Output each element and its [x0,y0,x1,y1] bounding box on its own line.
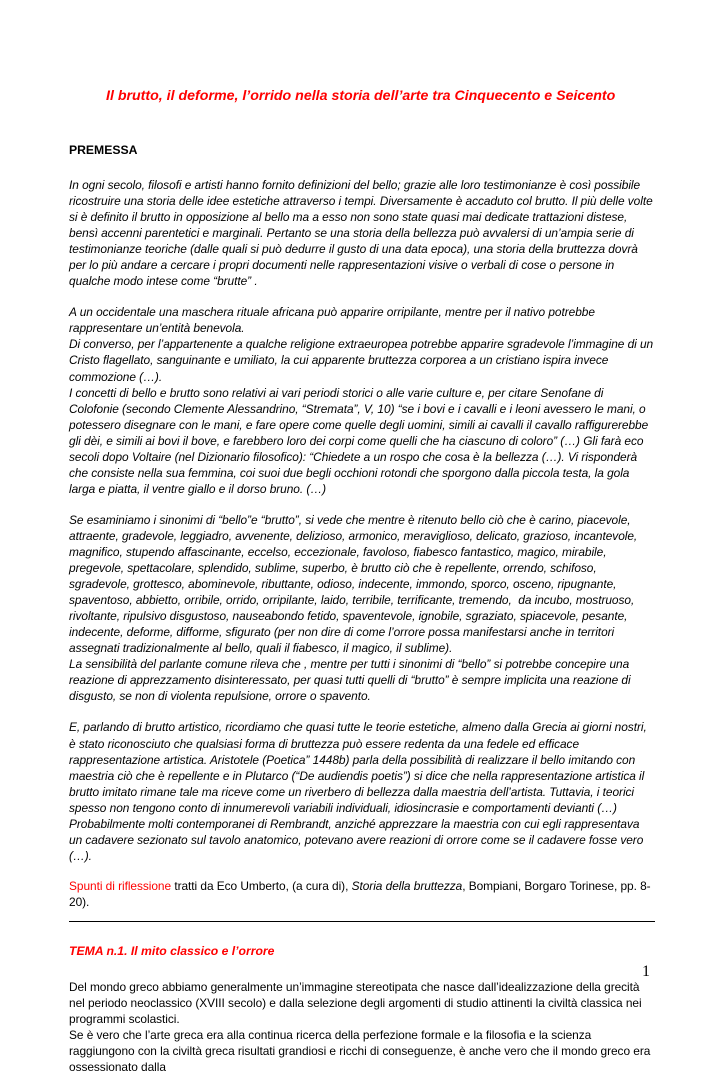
source-text-after: , Bompiani, Borgaro Torinese, pp. 8-20). [69,878,651,909]
document-page [69,86,655,1075]
premessa-heading: PREMESSA [69,143,138,157]
premessa-paragraph: Di converso, per l’appartenente a qualche religione extraeuropea potrebbe apparire sgradevole l’immagine di un Cristo flagellato, sanguinante e umiliato, la cui apparente bruttezza corporea a un cristiano ispira invece commozione (…). [69,337,654,384]
premessa-paragraph: La sensibilità del parlante comune rileva che , mentre per tutti i sinonimi di “bello” si potrebbe concepire una reazione di apprezzamento disinteressato, per quasi tutti quelli di “brutto” è sempre implicita una reazione di disgusto, se non di violenta repulsione, orrore o spavento. [69,657,631,704]
premessa-paragraph: In ogni secolo, filosofi e artisti hanno fornito definizioni del bello; grazie alle loro testimonianze è così possibile ricostruire una storia delle idee estetiche attraverso i tempi. Diversamente è accaduto col brutto. Il più delle volte si è definito il brutto in opposizione al bello ma a esso non sono state quasi mai dedicate trattazioni distese, bensì accenni parentetici e marginali. Pertanto se una storia della bellezza può avvalersi di un’ampia serie di testimonianze teoriche (dalle quali si può dedurre il gusto di una data epoca), una storia della bruttezza dovrà per lo più andare a cercare i propri documenti nelle rappresentazioni visive o verbali di cose o persone in qualche modo intese come “brutte” . [69,178,653,289]
document-title: Il brutto, il deforme, l’orrido nella storia dell’arte tra Cinquecento e Seicento [106,88,616,104]
tema-heading: TEMA n.1. Il mito classico e l’orrore [69,943,275,958]
premessa-paragraph: E, parlando di brutto artistico, ricordiamo che quasi tutte le teorie estetiche, almeno dalla Grecia ai giorni nostri, è stato riconosciuto che qualsiasi forma di bruttezza può essere redenta da una fedele ed efficace rappresentazione artistica. Aristotele (Poetica” 1448b) parla della possibilità di realizzare il bello imitando con maestria ciò che è repellente e in Plutarco (“De audiendis poetis”) si dice che nella rappresentazione artistica il brutto imitato rimane tale ma riceve come un riverbero di bellezza dalla maestria dell’artista. Tuttavia, i teorici spesso non tengono conto di innumerevoli variabili individuali, idiosincrasie e comportamenti devianti (…) Probabilmente molti contemporanei di Rembrandt, anziché apprezzare la maestria con cui egli rappresentava un cadavere sezionato sul tavolo anatomico, potevano avere reazioni di orrore come se il cadavere fosse vero (…). [69,720,647,863]
source-lead: Spunti di riflessione [69,878,172,893]
section-divider [69,921,655,922]
source-book-title: Storia della bruttezza [351,878,463,893]
source-text-before: tratti da Eco Umberto, (a cura di), [171,878,352,893]
tema-paragraph: Se è vero che l’arte greca era alla continua ricerca della perfezione formale e la filosofia e la scienza raggiungono con la civiltà greca risultati grandiosi e ricchi di conseguenze, è anche vero che il mondo greco era ossessionato dalla [69,1028,651,1075]
page-number: 1 [642,963,650,980]
premessa-paragraph: I concetti di bello e brutto sono relativi ai vari periodi storici o alle varie culture e, per citare Senofane di Colofonie (secondo Clemente Alessandrino, “Stremata”, V, 10) “se i bovi e i cavalli e i leoni avessero le mani, o potessero disegnare con le mani, e fare opere come quelle degli uomini, simili ai cavalli il cavallo raffigurerebbe gli dèi, e simili ai bovi il bove, e farebbero loro dei corpi come quelli che ha ciascuno di coloro” (…) Gli farà eco secoli dopo Voltaire (nel Dizionario filosofico): “Chiedete a un rospo che cosa è la bellezza (…). Vi risponderà che consiste nella sua femmina, coi suoi due begli occhioni rotondi che sporgono dalla piccola testa, la gola larga e piatta, il ventre giallo e il dorso bruno. (…) [69,385,649,496]
source-citation [69,878,655,910]
premessa-paragraph: A un occidentale una maschera rituale africana può apparire orripilante, mentre per il nativo potrebbe rappresentare un’entità benevola. [69,305,595,336]
tema-paragraph: Del mondo greco abbiamo generalmente un’immagine stereotipata che nasce dall’idealizzazione della grecità nel periodo neoclassico (XVIII secolo) e dalla selezione degli argomenti di studio attinenti la civiltà classica nei programmi scolastici. [69,979,642,1027]
premessa-paragraph: Se esaminiamo i sinonimi di “bello”e “brutto”, si vede che mentre è ritenuto bello ciò che è carino, piacevole, attraente, gradevole, leggiadro, avvenente, delizioso, armonico, meraviglioso, delicato, grazioso, incantevole, magnifico, stupendo affascinante, eccelso, eccezionale, favoloso, fiabesco fantastico, magico, mirabile, pregevole, spettacolare, splendido, sublime, superbo, è brutto ciò che è repellente, orrendo, schifoso, sgradevole, grottesco, abominevole, ributtante, odioso, indecente, immondo, sporco, osceno, ripugnante, spaventoso, abbietto, orribile, orrido, orripilante, laido, terribile, terrificante, tremendo, da incubo, mostruoso, rivoltante, ripulsivo disgustoso, nauseabondo fetido, spaventevole, ignobile, sgraziato, spiacevole, pesante, indecente, deforme, difforme, sfigurato (per non dire di come l’orrore possa manifestarsi anche in territori assegnati tradizionalmente al bello, quali il fiabesco, il magico, il sublime). [69,512,638,656]
